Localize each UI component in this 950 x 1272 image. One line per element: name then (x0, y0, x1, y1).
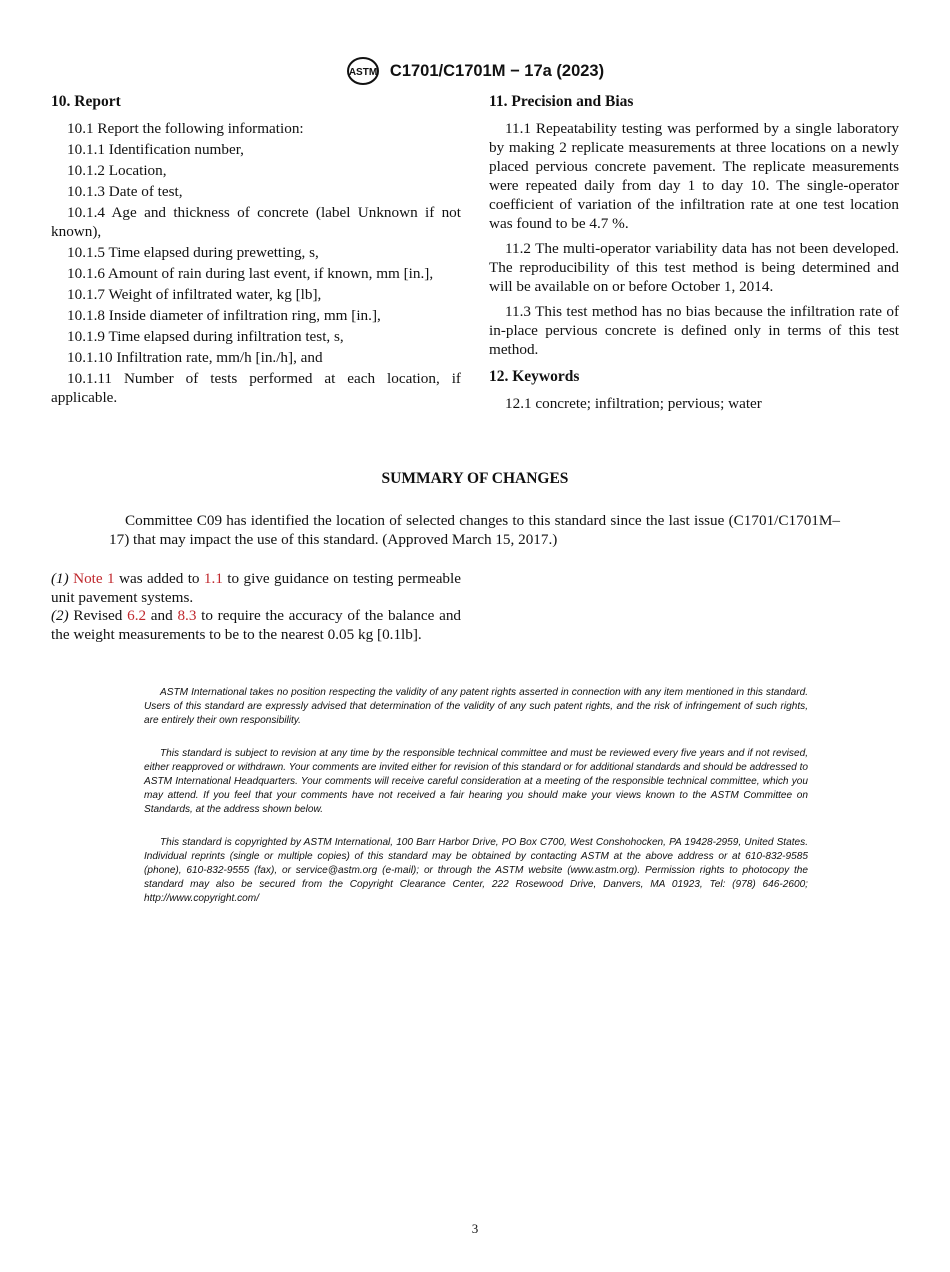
page-number: 3 (471, 1221, 479, 1236)
keywords-heading: 12. Keywords (489, 368, 580, 385)
report-item: 10.1.9 Time elapsed during infiltration test, s, (67, 328, 344, 345)
section-6-2-link[interactable]: 6.2 (127, 607, 147, 624)
change-number: (1) (51, 570, 69, 587)
report-item: 10.1.1 Identification number, (67, 141, 244, 158)
change-text: to require the accuracy of the balance and the weight measurements to be to the nearest 0.05 kg [0.1lb]. (51, 607, 462, 643)
keywords-text: 12.1 concrete; infiltration; pervious; water (505, 395, 762, 412)
note-1-link[interactable]: Note 1 (73, 570, 115, 587)
report-item: 10.1.3 Date of test, (67, 183, 183, 200)
precision-section (489, 92, 899, 415)
revision-notice: This standard is subject to revision at any time by the responsible technical committee and must be reviewed every five years and if not revised, either reapproved or withdrawn. Your comments are invited either for revision of this standard or for additional standards and should be addressed to ASTM International Headquarters. Your comments will receive careful consideration at a meeting of the responsible technical committee, which you may attend. If you feel that your comments have not received a fair hearing you should make your views known to the ASTM Committee on Standards, at the address shown below. (144, 748, 808, 815)
change-text: was added to (114, 570, 204, 587)
astm-logo-icon (346, 56, 380, 86)
change-item (51, 570, 461, 607)
report-item: 10.1.4 Age and thickness of concrete (label Unknown if not known), (51, 204, 461, 240)
report-item: 10.1.5 Time elapsed during prewetting, s, (67, 244, 319, 261)
change-item (51, 607, 461, 644)
report-heading: 10. Report (51, 93, 121, 110)
page-header (0, 56, 950, 86)
report-item: 10.1.10 Infiltration rate, mm/h [in./h], and (67, 349, 323, 366)
report-section (51, 92, 461, 409)
change-number: (2) (51, 607, 69, 624)
document-title: C1701/C1701M − 17a (2023) (389, 61, 605, 80)
summary-title: SUMMARY OF CHANGES (381, 470, 569, 487)
report-item: 10.1.8 Inside diameter of infiltration ring, mm [in.], (67, 307, 381, 324)
change-text: to give guidance on testing permeable unit pavement systems. (51, 570, 461, 606)
copyright-notice: This standard is copyrighted by ASTM International, 100 Barr Harbor Drive, PO Box C700, West Conshohocken, PA 19428-2959, United States. Individual reprints (single or multiple copies) of this standard may be obtained by contacting ASTM at the above address or at 610-832-9585 (phone), 610-832-9555 (fax), or service@astm.org (e-mail); or through the ASTM website (www.astm.org). Permission rights to photocopy the standard may also be secured from the Copyright Clearance Center, 222 Rosewood Drive, Danvers, MA 01923, Tel: (978) 646-2600; http://www.copyright.com/ (144, 837, 808, 904)
precision-heading: 11. Precision and Bias (489, 93, 634, 110)
report-item: 10.1.11 Number of tests performed at each location, if applicable. (51, 370, 461, 406)
report-item: 10.1.2 Location, (67, 162, 167, 179)
summary-text: Committee C09 has identified the location of selected changes to this standard since the last issue (C1701/C1701M–17) that may impact the use of this standard. (Approved March 15, 2017.) (109, 512, 840, 548)
report-item: 10.1.7 Weight of infiltrated water, kg [lb], (67, 286, 322, 303)
report-item: 10.1 Report the following information: (67, 120, 304, 137)
changes-list (51, 570, 461, 644)
svg-text:ASTM: ASTM (348, 67, 378, 78)
section-8-3-link[interactable]: 8.3 (177, 607, 197, 624)
precision-paragraph: 11.3 This test method has no bias because the infiltration rate of in-place pervious concrete is defined only in terms of this test method. (489, 303, 899, 358)
change-text: Revised (68, 607, 128, 624)
patent-notice: ASTM International takes no position respecting the validity of any patent rights asserted in connection with any item mentioned in this standard. Users of this standard are expressly advised that determination of the validity of any such patent rights, and the risk of infringement of such rights, are entirely their own responsibility. (144, 687, 808, 726)
change-text: and (146, 607, 178, 624)
precision-paragraph: 11.1 Repeatability testing was performed by a single laboratory by making 2 replicate measurements at three locations on a newly placed pervious concrete pavement. The replicate measurements were repeated daily from day 1 to day 10. The single-operator coefficient of variation of the infiltration rate at one test location was found to be 4.7 %. (489, 120, 899, 232)
report-item: 10.1.6 Amount of rain during last event, if known, mm [in.], (67, 265, 434, 282)
precision-paragraph: 11.2 The multi-operator variability data has not been developed. The reproducibility of this test method is being determined and will be available on or before October 1, 2014. (489, 240, 899, 295)
section-1-1-link[interactable]: 1.1 (203, 570, 223, 587)
